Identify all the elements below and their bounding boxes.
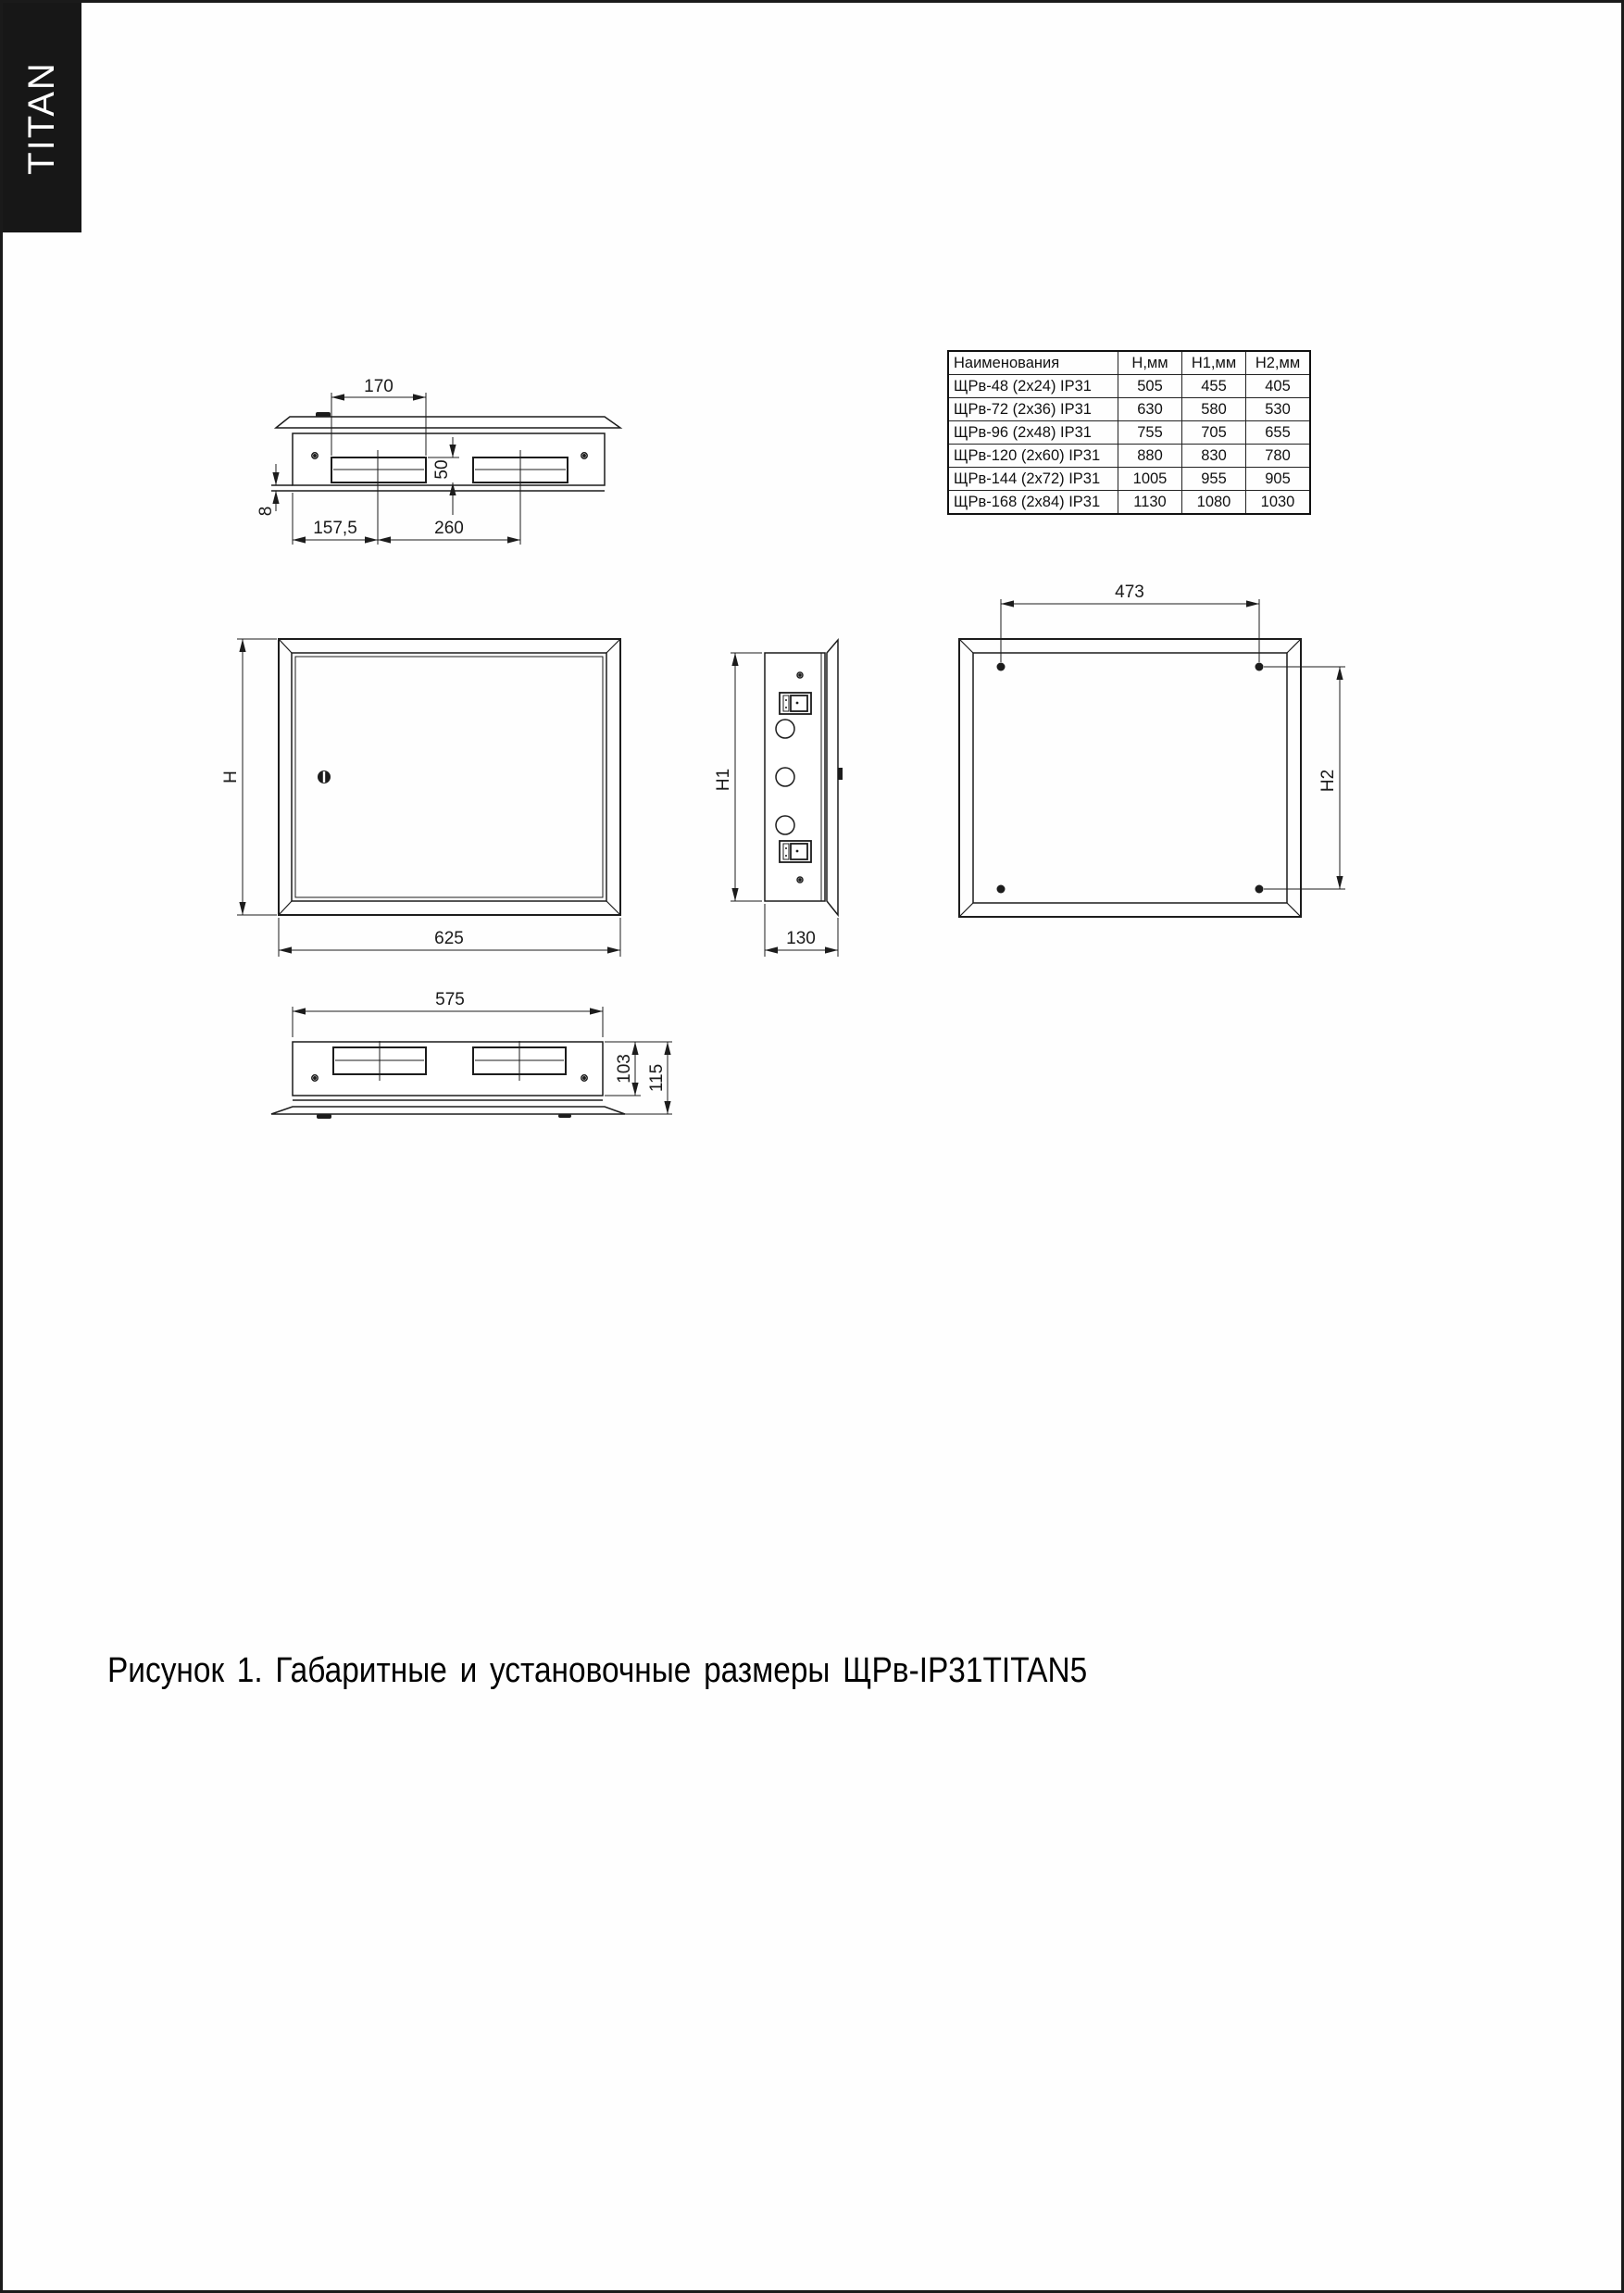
dim-H-label: H <box>221 771 241 783</box>
side-view-drawing <box>705 621 853 966</box>
table-header-row <box>948 351 1310 375</box>
mount-hole <box>1255 663 1264 671</box>
frame-inner <box>292 653 606 901</box>
top-view-drawing <box>251 371 649 557</box>
cell-name: ЩРв-120 (2х60) IP31 <box>948 445 1118 468</box>
clip-bump <box>317 1114 331 1119</box>
col-header-h2: Н2,мм <box>1246 351 1311 375</box>
dim-260-label: 260 <box>434 519 464 538</box>
screw-hole-center <box>314 455 316 457</box>
bottom-view-drawing <box>251 984 686 1131</box>
flange <box>271 1107 625 1114</box>
col-header-h: Н,мм <box>1118 351 1182 375</box>
cell-name: ЩРв-96 (2х48) IP31 <box>948 421 1118 445</box>
cell-name: ЩРв-48 (2х24) IP31 <box>948 375 1118 398</box>
cell-h1: 580 <box>1182 398 1246 421</box>
door <box>295 657 603 897</box>
dimensions-table <box>947 350 1311 515</box>
latch-bump <box>838 768 843 780</box>
cell-h: 505 <box>1118 375 1182 398</box>
col-header-h1: Н1,мм <box>1182 351 1246 375</box>
table-row <box>948 375 1310 398</box>
cell-h1: 705 <box>1182 421 1246 445</box>
dim-50-label: 50 <box>432 459 452 480</box>
mount-hole <box>997 885 1006 894</box>
dim-157-label: 157,5 <box>313 519 357 538</box>
table-row <box>948 468 1310 491</box>
table-row <box>948 491 1310 515</box>
rear-view-drawing <box>945 575 1364 929</box>
rear-frame-outer <box>959 639 1301 917</box>
rear-view-dimensions <box>1001 599 1345 889</box>
dim-625-label: 625 <box>434 929 464 948</box>
cell-h1: 955 <box>1182 468 1246 491</box>
dim-130-label: 130 <box>786 929 816 948</box>
flange <box>276 417 620 428</box>
brand-block <box>3 3 81 232</box>
dim-103-label: 103 <box>615 1054 634 1084</box>
screw-hole-center <box>583 455 585 457</box>
col-header-name: Наименования <box>948 351 1118 375</box>
cell-h: 630 <box>1118 398 1182 421</box>
cell-name: ЩРв-72 (2х36) IP31 <box>948 398 1118 421</box>
cell-h2: 655 <box>1246 421 1311 445</box>
side-view-outline <box>765 640 843 915</box>
cell-h: 880 <box>1118 445 1182 468</box>
cell-h1: 455 <box>1182 375 1246 398</box>
cell-h2: 905 <box>1246 468 1311 491</box>
figure-caption: Рисунок 1. Габаритные и установочные размеры ЩРв-IP31TITAN5 <box>107 1651 1088 1690</box>
table-row <box>948 421 1310 445</box>
rear-view-outline <box>959 639 1301 917</box>
front-view-drawing <box>214 621 644 966</box>
cell-h: 755 <box>1118 421 1182 445</box>
brand-logo-text: TITAN <box>21 60 63 175</box>
mount-hole <box>1255 885 1264 894</box>
table-row <box>948 398 1310 421</box>
table-row <box>948 445 1310 468</box>
cell-h2: 780 <box>1246 445 1311 468</box>
dim-8-label: 8 <box>256 506 276 517</box>
dim-473-label: 473 <box>1115 583 1144 602</box>
rear-frame-inner <box>973 653 1287 903</box>
cell-h2: 405 <box>1246 375 1311 398</box>
dim-170-label: 170 <box>364 377 394 396</box>
bottom-view-outline <box>271 1041 625 1119</box>
side-flange <box>827 640 838 915</box>
dim-H2-label: H2 <box>1318 769 1338 793</box>
front-view-outline <box>279 639 620 915</box>
clip-bump <box>558 1114 571 1118</box>
cell-h2: 1030 <box>1246 491 1311 515</box>
dim-575-label: 575 <box>435 990 465 1009</box>
mount-hole <box>997 663 1006 671</box>
dim-115-label: 115 <box>647 1063 667 1093</box>
cell-h: 1005 <box>1118 468 1182 491</box>
cell-h1: 1080 <box>1182 491 1246 515</box>
front-view-dimensions <box>237 639 620 957</box>
cell-h: 1130 <box>1118 491 1182 515</box>
dim-H1-label: H1 <box>714 768 733 792</box>
cell-name: ЩРв-144 (2х72) IP31 <box>948 468 1118 491</box>
cell-h1: 830 <box>1182 445 1246 468</box>
rear-bevels <box>959 639 1301 917</box>
body <box>293 1042 603 1096</box>
cell-h2: 530 <box>1246 398 1311 421</box>
cell-name: ЩРв-168 (2х84) IP31 <box>948 491 1118 515</box>
